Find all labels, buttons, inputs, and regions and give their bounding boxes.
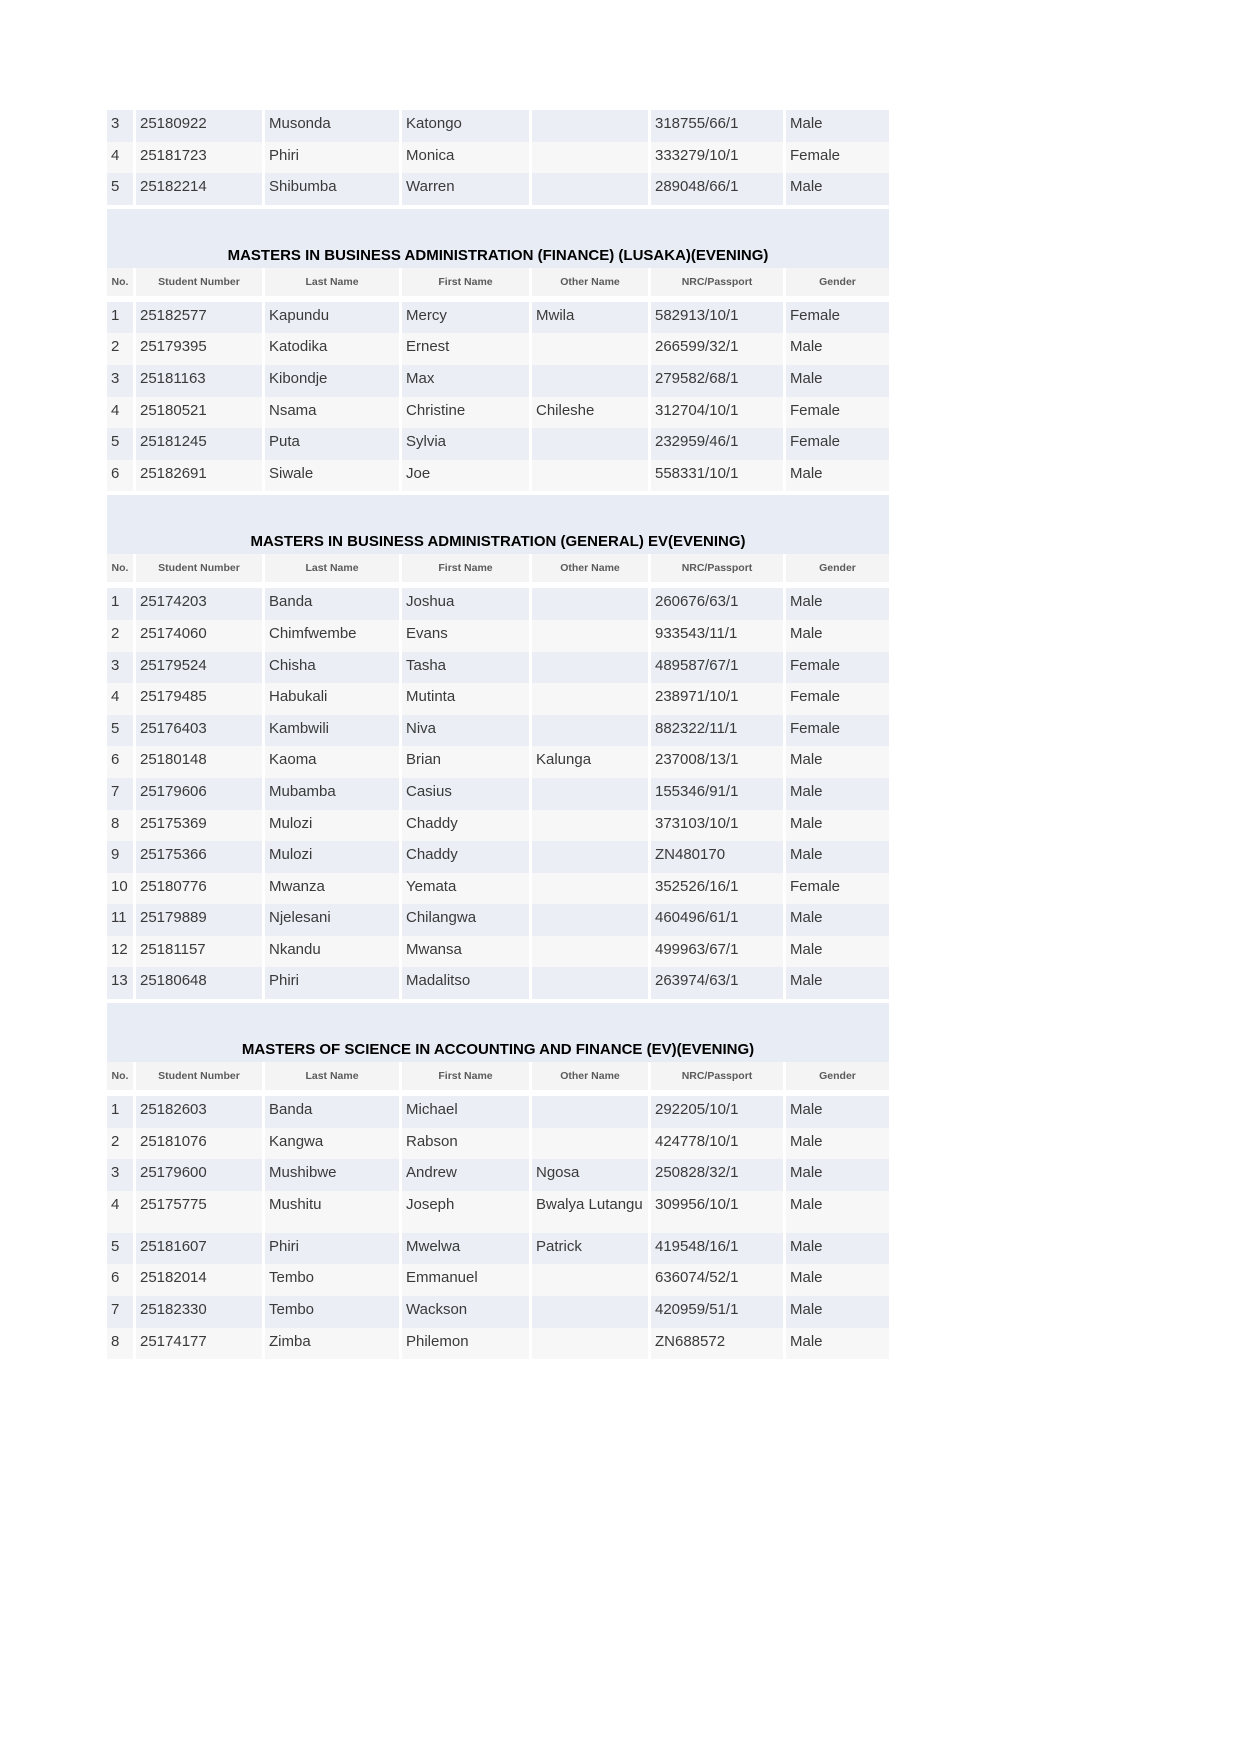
gender-cell: Male	[786, 1128, 889, 1160]
row-number-cell: 3	[107, 1159, 133, 1191]
last-name-cell: Banda	[265, 1096, 399, 1128]
students-table	[104, 554, 892, 999]
last-name-cell: Phiri	[265, 142, 399, 174]
last-name-cell: Mulozi	[265, 841, 399, 873]
student-number-cell: 25181163	[136, 365, 262, 397]
nrc-passport-cell: 155346/91/1	[651, 778, 783, 810]
table-row	[107, 302, 889, 334]
first-name-cell: Emmanuel	[402, 1264, 529, 1296]
student-number-cell: 25182330	[136, 1296, 262, 1328]
first-name-cell: Niva	[402, 715, 529, 747]
student-number-cell: 25180776	[136, 873, 262, 905]
row-number-cell: 6	[107, 746, 133, 778]
nrc-passport-cell: 232959/46/1	[651, 428, 783, 460]
student-number-cell: 25181607	[136, 1233, 262, 1265]
row-number-cell: 4	[107, 683, 133, 715]
row-number-cell: 5	[107, 1233, 133, 1265]
other-name-cell	[532, 873, 648, 905]
nrc-passport-cell: 489587/67/1	[651, 652, 783, 684]
other-name-cell	[532, 333, 648, 365]
student-number-cell: 25182214	[136, 173, 262, 205]
gender-cell: Male	[786, 1191, 889, 1233]
column-header-other-name: Other Name	[532, 1062, 648, 1090]
student-number-cell: 25182603	[136, 1096, 262, 1128]
gender-cell: Male	[786, 110, 889, 142]
row-number-cell: 11	[107, 904, 133, 936]
column-header-first-name: First Name	[402, 1062, 529, 1090]
students-table	[104, 1062, 892, 1359]
nrc-passport-cell: 292205/10/1	[651, 1096, 783, 1128]
gender-cell: Female	[786, 683, 889, 715]
student-number-cell: 25179600	[136, 1159, 262, 1191]
other-name-cell	[532, 652, 648, 684]
gender-cell: Female	[786, 142, 889, 174]
other-name-cell	[532, 1296, 648, 1328]
first-name-cell: Wackson	[402, 1296, 529, 1328]
other-name-cell	[532, 967, 648, 999]
row-number-cell: 4	[107, 397, 133, 429]
gender-cell: Female	[786, 873, 889, 905]
row-number-cell: 10	[107, 873, 133, 905]
other-name-cell	[532, 715, 648, 747]
column-header-gender: Gender	[786, 554, 889, 582]
nrc-passport-cell: 237008/13/1	[651, 746, 783, 778]
row-number-cell: 5	[107, 428, 133, 460]
first-name-cell: Evans	[402, 620, 529, 652]
nrc-passport-cell: 460496/61/1	[651, 904, 783, 936]
other-name-cell	[532, 904, 648, 936]
nrc-passport-cell: 238971/10/1	[651, 683, 783, 715]
student-number-cell: 25179485	[136, 683, 262, 715]
nrc-passport-cell: 499963/67/1	[651, 936, 783, 968]
row-number-cell: 6	[107, 1264, 133, 1296]
last-name-cell: Nkandu	[265, 936, 399, 968]
table-row	[107, 936, 889, 968]
last-name-cell: Phiri	[265, 967, 399, 999]
nrc-passport-cell: 333279/10/1	[651, 142, 783, 174]
student-number-cell: 25179395	[136, 333, 262, 365]
gender-cell: Male	[786, 1328, 889, 1360]
column-header-nrc-passport: NRC/Passport	[651, 554, 783, 582]
table-row	[107, 1128, 889, 1160]
table-row	[107, 1328, 889, 1360]
table-row	[107, 365, 889, 397]
other-name-cell: Mwila	[532, 302, 648, 334]
table-row	[107, 1296, 889, 1328]
table-row	[107, 333, 889, 365]
first-name-cell: Chaddy	[402, 810, 529, 842]
student-number-cell: 25176403	[136, 715, 262, 747]
nrc-passport-cell: 582913/10/1	[651, 302, 783, 334]
nrc-passport-cell: 289048/66/1	[651, 173, 783, 205]
nrc-passport-cell: 266599/32/1	[651, 333, 783, 365]
other-name-cell	[532, 620, 648, 652]
column-header-last-name: Last Name	[265, 554, 399, 582]
other-name-cell	[532, 1264, 648, 1296]
nrc-passport-cell: 263974/63/1	[651, 967, 783, 999]
gender-cell: Male	[786, 588, 889, 620]
table-row	[107, 1096, 889, 1128]
last-name-cell: Mubamba	[265, 778, 399, 810]
last-name-cell: Mulozi	[265, 810, 399, 842]
table-row	[107, 967, 889, 999]
nrc-passport-cell: 558331/10/1	[651, 460, 783, 492]
other-name-cell	[532, 460, 648, 492]
column-header-first-name: First Name	[402, 554, 529, 582]
table-row	[107, 904, 889, 936]
gender-cell: Female	[786, 428, 889, 460]
table-row	[107, 588, 889, 620]
other-name-cell	[532, 428, 648, 460]
column-header-nrc-passport: NRC/Passport	[651, 1062, 783, 1090]
student-number-cell: 25180148	[136, 746, 262, 778]
first-name-cell: Mutinta	[402, 683, 529, 715]
table-header-row	[107, 1062, 889, 1090]
first-name-cell: Sylvia	[402, 428, 529, 460]
gender-cell: Male	[786, 810, 889, 842]
gender-cell: Female	[786, 715, 889, 747]
gender-cell: Male	[786, 841, 889, 873]
other-name-cell	[532, 778, 648, 810]
table-header-row	[107, 554, 889, 582]
row-number-cell: 1	[107, 1096, 133, 1128]
nrc-passport-cell: 933543/11/1	[651, 620, 783, 652]
row-number-cell: 4	[107, 1191, 133, 1233]
first-name-cell: Philemon	[402, 1328, 529, 1360]
other-name-cell	[532, 1328, 648, 1360]
first-name-cell: Brian	[402, 746, 529, 778]
table-row	[107, 397, 889, 429]
column-header-student-number: Student Number	[136, 554, 262, 582]
gender-cell: Female	[786, 302, 889, 334]
table-row	[107, 1264, 889, 1296]
other-name-cell	[532, 841, 648, 873]
nrc-passport-cell: 420959/51/1	[651, 1296, 783, 1328]
first-name-cell: Chaddy	[402, 841, 529, 873]
student-number-cell: 25182577	[136, 302, 262, 334]
other-name-cell	[532, 110, 648, 142]
gender-cell: Male	[786, 778, 889, 810]
first-name-cell: Yemata	[402, 873, 529, 905]
row-number-cell: 9	[107, 841, 133, 873]
gender-cell: Male	[786, 173, 889, 205]
gender-cell: Male	[786, 1233, 889, 1265]
column-header-other-name: Other Name	[532, 268, 648, 296]
table-row	[107, 778, 889, 810]
nrc-passport-cell: 279582/68/1	[651, 365, 783, 397]
nrc-passport-cell: 352526/16/1	[651, 873, 783, 905]
last-name-cell: Tembo	[265, 1296, 399, 1328]
last-name-cell: Tembo	[265, 1264, 399, 1296]
first-name-cell: Casius	[402, 778, 529, 810]
gender-cell: Male	[786, 1159, 889, 1191]
row-number-cell: 13	[107, 967, 133, 999]
other-name-cell: Patrick	[532, 1233, 648, 1265]
last-name-cell: Kaoma	[265, 746, 399, 778]
row-number-cell: 1	[107, 588, 133, 620]
gender-cell: Female	[786, 652, 889, 684]
gender-cell: Male	[786, 1264, 889, 1296]
table-row	[107, 460, 889, 492]
nrc-passport-cell: 309956/10/1	[651, 1191, 783, 1233]
student-number-cell: 25175369	[136, 810, 262, 842]
last-name-cell: Musonda	[265, 110, 399, 142]
last-name-cell: Mushitu	[265, 1191, 399, 1233]
row-number-cell: 5	[107, 715, 133, 747]
gender-cell: Male	[786, 936, 889, 968]
other-name-cell	[532, 365, 648, 397]
last-name-cell: Kapundu	[265, 302, 399, 334]
gender-cell: Male	[786, 365, 889, 397]
nrc-passport-cell: 373103/10/1	[651, 810, 783, 842]
table-row	[107, 652, 889, 684]
row-number-cell: 8	[107, 1328, 133, 1360]
first-name-cell: Katongo	[402, 110, 529, 142]
first-name-cell: Rabson	[402, 1128, 529, 1160]
first-name-cell: Michael	[402, 1096, 529, 1128]
other-name-cell	[532, 173, 648, 205]
column-header-student-number: Student Number	[136, 1062, 262, 1090]
nrc-passport-cell: 260676/63/1	[651, 588, 783, 620]
column-header-student-number: Student Number	[136, 268, 262, 296]
other-name-cell	[532, 810, 648, 842]
table-row	[107, 1191, 889, 1233]
column-header-nrc-passport: NRC/Passport	[651, 268, 783, 296]
table-row	[107, 841, 889, 873]
first-name-cell: Max	[402, 365, 529, 397]
table-row	[107, 746, 889, 778]
nrc-passport-cell: ZN688572	[651, 1328, 783, 1360]
table-row	[107, 142, 889, 174]
student-list-document	[104, 110, 892, 1359]
last-name-cell: Mushibwe	[265, 1159, 399, 1191]
student-number-cell: 25179889	[136, 904, 262, 936]
other-name-cell: Chileshe	[532, 397, 648, 429]
last-name-cell: Katodika	[265, 333, 399, 365]
first-name-cell: Mwelwa	[402, 1233, 529, 1265]
student-number-cell: 25181723	[136, 142, 262, 174]
first-name-cell: Andrew	[402, 1159, 529, 1191]
student-number-cell: 25175775	[136, 1191, 262, 1233]
last-name-cell: Siwale	[265, 460, 399, 492]
continuation-table	[104, 110, 892, 205]
nrc-passport-cell: ZN480170	[651, 841, 783, 873]
other-name-cell	[532, 142, 648, 174]
last-name-cell: Puta	[265, 428, 399, 460]
section-title: MASTERS OF SCIENCE IN ACCOUNTING AND FINANCE (EV)(EVENING)	[107, 1003, 889, 1062]
nrc-passport-cell: 250828/32/1	[651, 1159, 783, 1191]
first-name-cell: Joseph	[402, 1191, 529, 1233]
gender-cell: Male	[786, 746, 889, 778]
row-number-cell: 8	[107, 810, 133, 842]
column-header-other-name: Other Name	[532, 554, 648, 582]
nrc-passport-cell: 419548/16/1	[651, 1233, 783, 1265]
first-name-cell: Tasha	[402, 652, 529, 684]
table-row	[107, 173, 889, 205]
last-name-cell: Mwanza	[265, 873, 399, 905]
student-number-cell: 25181157	[136, 936, 262, 968]
last-name-cell: Njelesani	[265, 904, 399, 936]
nrc-passport-cell: 312704/10/1	[651, 397, 783, 429]
gender-cell: Female	[786, 397, 889, 429]
last-name-cell: Kambwili	[265, 715, 399, 747]
row-number-cell: 2	[107, 1128, 133, 1160]
student-number-cell: 25179606	[136, 778, 262, 810]
row-number-cell: 7	[107, 778, 133, 810]
table-row	[107, 110, 889, 142]
table-row	[107, 620, 889, 652]
other-name-cell: Bwalya Lutangu	[532, 1191, 648, 1233]
student-number-cell: 25174203	[136, 588, 262, 620]
nrc-passport-cell: 636074/52/1	[651, 1264, 783, 1296]
column-header-gender: Gender	[786, 268, 889, 296]
row-number-cell: 7	[107, 1296, 133, 1328]
last-name-cell: Kangwa	[265, 1128, 399, 1160]
table-row	[107, 1159, 889, 1191]
other-name-cell	[532, 936, 648, 968]
first-name-cell: Chilangwa	[402, 904, 529, 936]
gender-cell: Male	[786, 1296, 889, 1328]
column-header-last-name: Last Name	[265, 268, 399, 296]
table-row	[107, 1233, 889, 1265]
row-number-cell: 2	[107, 620, 133, 652]
student-number-cell: 25179524	[136, 652, 262, 684]
row-number-cell: 5	[107, 173, 133, 205]
last-name-cell: Zimba	[265, 1328, 399, 1360]
gender-cell: Male	[786, 1096, 889, 1128]
table-row	[107, 810, 889, 842]
column-header-row-number: No.	[107, 268, 133, 296]
gender-cell: Male	[786, 620, 889, 652]
row-number-cell: 4	[107, 142, 133, 174]
first-name-cell: Madalitso	[402, 967, 529, 999]
last-name-cell: Shibumba	[265, 173, 399, 205]
student-number-cell: 25182014	[136, 1264, 262, 1296]
last-name-cell: Kibondje	[265, 365, 399, 397]
student-number-cell: 25174177	[136, 1328, 262, 1360]
row-number-cell: 2	[107, 333, 133, 365]
table-header-row	[107, 268, 889, 296]
nrc-passport-cell: 882322/11/1	[651, 715, 783, 747]
gender-cell: Male	[786, 904, 889, 936]
student-number-cell: 25181076	[136, 1128, 262, 1160]
student-number-cell: 25180521	[136, 397, 262, 429]
table-row	[107, 715, 889, 747]
first-name-cell: Joe	[402, 460, 529, 492]
first-name-cell: Ernest	[402, 333, 529, 365]
row-number-cell: 1	[107, 302, 133, 334]
column-header-first-name: First Name	[402, 268, 529, 296]
last-name-cell: Nsama	[265, 397, 399, 429]
column-header-last-name: Last Name	[265, 1062, 399, 1090]
last-name-cell: Habukali	[265, 683, 399, 715]
row-number-cell: 3	[107, 365, 133, 397]
first-name-cell: Christine	[402, 397, 529, 429]
first-name-cell: Joshua	[402, 588, 529, 620]
other-name-cell: Ngosa	[532, 1159, 648, 1191]
column-header-gender: Gender	[786, 1062, 889, 1090]
student-number-cell: 25182691	[136, 460, 262, 492]
first-name-cell: Mercy	[402, 302, 529, 334]
gender-cell: Male	[786, 460, 889, 492]
nrc-passport-cell: 318755/66/1	[651, 110, 783, 142]
first-name-cell: Warren	[402, 173, 529, 205]
row-number-cell: 3	[107, 652, 133, 684]
gender-cell: Male	[786, 967, 889, 999]
first-name-cell: Mwansa	[402, 936, 529, 968]
table-row	[107, 428, 889, 460]
column-header-row-number: No.	[107, 1062, 133, 1090]
student-number-cell: 25180648	[136, 967, 262, 999]
last-name-cell: Chisha	[265, 652, 399, 684]
row-number-cell: 3	[107, 110, 133, 142]
other-name-cell	[532, 1128, 648, 1160]
section-title: MASTERS IN BUSINESS ADMINISTRATION (FINANCE) (LUSAKA)(EVENING)	[107, 209, 889, 268]
student-number-cell: 25174060	[136, 620, 262, 652]
student-number-cell: 25175366	[136, 841, 262, 873]
row-number-cell: 12	[107, 936, 133, 968]
last-name-cell: Phiri	[265, 1233, 399, 1265]
student-number-cell: 25181245	[136, 428, 262, 460]
column-header-row-number: No.	[107, 554, 133, 582]
table-row	[107, 873, 889, 905]
other-name-cell	[532, 1096, 648, 1128]
other-name-cell: Kalunga	[532, 746, 648, 778]
other-name-cell	[532, 683, 648, 715]
nrc-passport-cell: 424778/10/1	[651, 1128, 783, 1160]
first-name-cell: Monica	[402, 142, 529, 174]
section-title: MASTERS IN BUSINESS ADMINISTRATION (GENERAL) EV(EVENING)	[107, 495, 889, 554]
student-number-cell: 25180922	[136, 110, 262, 142]
students-table	[104, 268, 892, 492]
gender-cell: Male	[786, 333, 889, 365]
table-row	[107, 683, 889, 715]
row-number-cell: 6	[107, 460, 133, 492]
last-name-cell: Chimfwembe	[265, 620, 399, 652]
other-name-cell	[532, 588, 648, 620]
last-name-cell: Banda	[265, 588, 399, 620]
